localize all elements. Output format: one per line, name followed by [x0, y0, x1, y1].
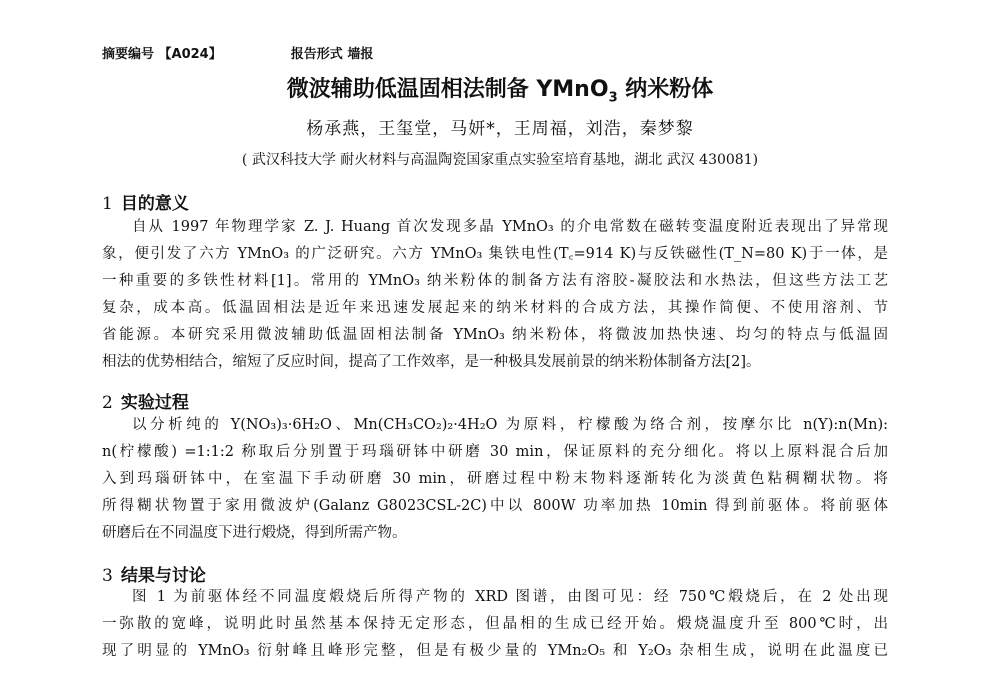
- body-line: 复杂，成本高。低温固相法是近年来迅速发展起来的纳米材料的合成方法，其操作简便、不使用溶剂、节: [102, 300, 888, 316]
- abstract-number: 摘要编号 【A024】: [102, 47, 222, 62]
- section-body-3: [102, 584, 888, 665]
- section-heading-3: 3 结果与讨论: [102, 566, 206, 586]
- body-line: 一种重要的多铁性材料[1]。常用的 YMnO₃ 纳米粉体的制备方法有溶胶-凝胶法和水热法，但这些方法工艺: [102, 273, 888, 289]
- paper-title: 微波辅助低温固相法制备 YMnO$_3$ 纳米粉体: [286, 77, 714, 106]
- body-line: 象，便引发了六方 YMnO₃ 的广泛研究。六方 YMnO₃ 集铁电性(T꜀=914 K)与反铁磁性(T_N=80 K)于一体，是: [102, 246, 888, 262]
- section-heading-2: 2 实验过程: [102, 393, 189, 413]
- body-line: 研磨后在不同温度下进行煅烧，得到所需产物。: [102, 525, 407, 541]
- body-line: 省能源。本研究采用微波辅助低温固相法制备 YMnO₃ 纳米粉体，将微波加热快速、均匀的特点与低温固: [102, 327, 888, 343]
- body-line: 入到玛瑙研钵中，在室温下手动研磨 30 min，研磨过程中粉末物料逐渐转化为淡黄色粘稠糊状物。将: [102, 471, 888, 487]
- section-heading-1: 1 目的意义: [102, 194, 189, 214]
- section-body-2: [102, 412, 888, 547]
- body-line: 所得糊状物置于家用微波炉(Galanz G8023CSL-2C)中以 800W 功率加热 10min 得到前驱体。将前驱体: [102, 498, 888, 514]
- header-meta: [102, 43, 373, 62]
- author-list: 杨承燕，王玺堂，马妍*，王周福，刘浩，秦梦黎: [306, 119, 694, 139]
- body-line: 图 1 为前驱体经不同温度煅烧后所得产物的 XRD 图谱，由图可见：经 750℃煅烧后，在 2 处出现: [132, 589, 888, 605]
- body-line: 现了明显的 YMnO₃ 衍射峰且峰形完整，但是有极少量的 YMn₂O₅ 和 Y₂O₃ 杂相生成，说明在此温度已: [102, 643, 888, 659]
- body-line: 以分析纯的 Y(NO₃)₃·6H₂O、Mn(CH₃CO₂)₂·4H₂O 为原料，柠檬酸为络合剂，按摩尔比 n(Y):n(Mn):: [132, 417, 888, 433]
- affiliation: ( 武汉科技大学 耐火材料与高温陶瓷国家重点实验室培育基地，湖北 武汉 430081): [241, 152, 759, 168]
- report-form: 报告形式 墙报: [290, 47, 374, 62]
- body-line: 相法的优势相结合，缩短了反应时间，提高了工作效率，是一种极具发展前景的纳米粉体制备方法[2]。: [102, 354, 761, 370]
- body-line: n(柠檬酸) =1:1:2 称取后分别置于玛瑙研钵中研磨 30 min，保证原料的充分细化。将以上原料混合后加: [102, 444, 888, 460]
- body-line: 自从 1997 年物理学家 Z. J. Huang 首次发现多晶 YMnO₃ 的介电常数在磁转变温度附近表现出了异常现: [132, 219, 888, 235]
- section-body-1: [102, 214, 888, 376]
- body-line: 一弥散的宽峰，说明此时虽然基本保持无定形态，但晶相的生成已经开始。煅烧温度升至 800℃时，出: [102, 616, 888, 632]
